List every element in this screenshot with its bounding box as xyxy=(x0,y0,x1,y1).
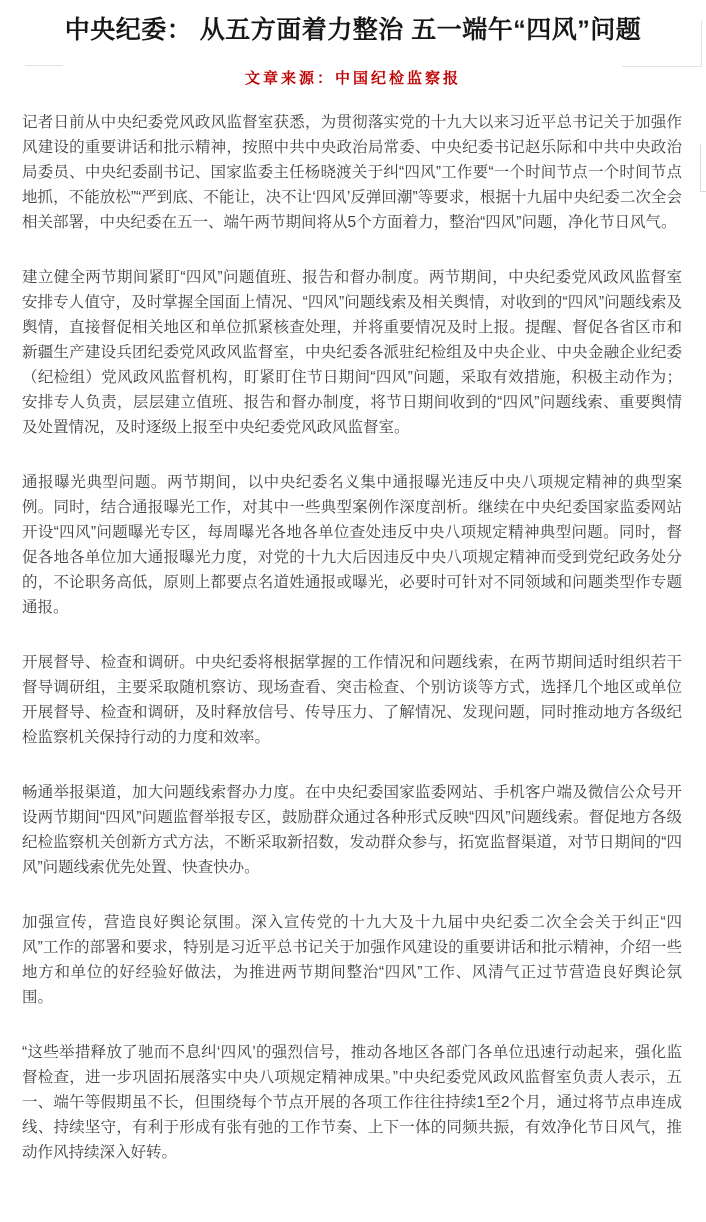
article-paragraph: 开展督导、检查和调研。中央纪委将根据掌握的工作情况和问题线索，在两节期间适时组织若干督导调研组，主要采取随机察访、现场查看、突击检查、个别访谈等方式，选择几个地区或单位开展督导、检查和调研，及时释放信号、传导压力、了解情况、发现问题，同时推动地方各级纪检监察机关保持行动的力度和效率。 xyxy=(22,653,682,746)
right-border-fragment-middle xyxy=(700,144,701,192)
article-title: 中央纪委： 从五方面着力整治 五一端午“四风”问题 xyxy=(64,16,642,44)
article-body xyxy=(22,110,682,1165)
article-paragraph: 记者日前从中央纪委党风政风监督室获悉，为贯彻落实党的十九大以来习近平总书记关于加强作风建设的重要讲话和批示精神，按照中共中央政治局常委、中央纪委书记赵乐际和中共中央政治局委员、中央纪委副书记、国家监委主任杨晓渡关于纠“四风”工作要“一个时间节点一个时间节点地抓，不能放松”“严到底、不能让，决不让‘四风’反弹回潮”等要求，根据十九届中央纪委二次全会相关部署，中央纪委在五一、端午两节期间将从5个方面着力，整治“四风”问题，净化节日风气。 xyxy=(22,113,682,231)
right-border-tick xyxy=(700,191,706,192)
article-paragraph: 畅通举报渠道，加大问题线索督办力度。在中央纪委国家监委网站、手机客户端及微信公众号开设两节期间“四风”问题监督举报专区，鼓励群众通过各种形式反映“四风”问题线索。督促地方各级纪检监察机关创新方式方法，不断采取新招数，发动群众参与，拓宽监督渠道，对节日期间的“四风”问题线索优先处置、快查快办。 xyxy=(22,783,682,876)
right-border-fragment-top xyxy=(701,20,702,67)
article-paragraph: “这些举措释放了驰而不息纠‘四风’的强烈信号，推动各地区各部门各单位迅速行动起来，强化监督检查，进一步巩固拓展落实中央八项规定精神成果。”中央纪委党风政风监督室负责人表示，五一、端午等假期虽不长，但围绕每个节点开展的各项工作往往持续1至2个月，通过将节点串连成线、持续坚守，有利于形成有张有弛的工作节奏、上下一体的同频共振，有效净化节日风气，推动作风持续深入好转。 xyxy=(22,1043,682,1161)
article-page xyxy=(0,14,706,1222)
article-paragraph: 建立健全两节期间紧盯“四风”问题值班、报告和督办制度。两节期间，中央纪委党风政风监督室安排专人值守，及时掌握全国面上情况、“四风”问题线索及相关舆情，对收到的“四风”问题线索及舆情，直接督促相关地区和单位抓紧核查处理，并将重要情况及时上报。提醒、督促各省区市和新疆生产建设兵团纪委党风政风监督室，中央纪委各派驻纪检组及中央企业、中央金融企业纪委（纪检组）党风政风监督机构，盯紧盯住节日期间“四风”问题，采取有效措施，积极主动作为；安排专人负责，层层建立值班、报告和督办制度，将节日期间收到的“四风”问题线索、重要舆情及处置情况，及时逐级上报至中央纪委党风政风监督室。 xyxy=(22,268,682,436)
divider-fragment-right xyxy=(622,66,702,67)
article-paragraph: 加强宣传，营造良好舆论氛围。深入宣传党的十九大及十九届中央纪委二次全会关于纠正“四风”工作的部署和要求，特别是习近平总书记关于加强作风建设的重要讲话和批示精神，介绍一些地方和单位的好经验好做法，为推进两节期间整治“四风”工作、风清气正过节营造良好舆论氛围。 xyxy=(22,913,682,1006)
article-paragraph: 通报曝光典型问题。两节期间，以中央纪委名义集中通报曝光违反中央八项规定精神的典型案例。同时，结合通报曝光工作，对其中一些典型案例作深度剖析。继续在中央纪委国家监委网站开设“四风”问题曝光专区，每周曝光各地各单位查处违反中央八项规定精神典型问题。同时，督促各地各单位加大通报曝光力度，对党的十九大后因违反中央八项规定精神而受到党纪政务处分的，不论职务高低，原则上都要点名道姓通报或曝光，必要时可针对不同领域和问题类型作专题通报。 xyxy=(22,473,682,616)
divider-fragment-left xyxy=(25,65,63,66)
article-source: 文章来源：中国纪检监察报 xyxy=(244,70,461,87)
